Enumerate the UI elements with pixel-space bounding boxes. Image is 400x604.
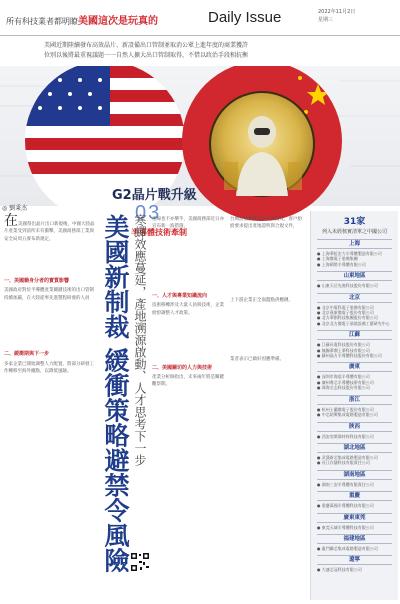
col4-para-2: 上下游企業正全面盤點供應鏈， (230, 298, 293, 304)
article-column-1 (4, 214, 98, 378)
region-name: 江蘇 (317, 330, 392, 340)
qr-code-icon[interactable] (130, 552, 150, 572)
region-name: 山東地區 (317, 271, 392, 281)
sidebar-title (311, 214, 398, 235)
region-name: 遼寧 (317, 555, 392, 565)
headline-sub: 寒蟬效應蔓延，產地溯源啟動、人才思考下一步 (133, 214, 147, 466)
col1-para-1: 美國祭出晶片出口新規後，中國大陸晶片產業受到前所未有衝擊，美國商務部工業與安全局周五發布新規定， (4, 222, 95, 242)
region-name: 廣東東莞 (317, 513, 392, 523)
dropcap: 在 (4, 213, 18, 229)
region-group (311, 534, 398, 551)
col3-para-2: 技術移轉涉及大量人員與技術，企業紛紛調整人才政策。 (152, 303, 224, 316)
company-item: ● 上海積塔半導體有限公司 (317, 261, 366, 267)
col1-subhead-1: 一、美國籍身分者的實質影響 (4, 277, 70, 284)
region-name: 上海 (317, 239, 392, 249)
region-name: 重慶 (317, 491, 392, 501)
region-group (311, 271, 398, 288)
byline: ◎ 劉秉杰 (2, 205, 28, 212)
tagline-prefix: 所有科技業者都明瞭 (6, 17, 78, 26)
region-group (311, 395, 398, 418)
region-name: 廣東 (317, 362, 392, 372)
region-name: 湖北地區 (317, 443, 392, 453)
region-name: 陝西 (317, 422, 392, 432)
region-group (311, 362, 398, 390)
region-group (311, 443, 398, 466)
company-item: ● 大連芯冠科技有限公司 (317, 567, 362, 573)
tagline (6, 12, 158, 27)
hero-number: 03 (135, 202, 162, 224)
region-name: 北京 (317, 293, 392, 303)
company-item: ● 珠海全志科技股份有限公司 (317, 385, 370, 391)
region-group (311, 491, 398, 508)
masthead (0, 0, 400, 36)
lead-line-1: 美國近期陸續發布高效晶片、新設備出口管制並取消公眾上進年度的商業獲許 (44, 42, 249, 49)
region-name: 湖南地區 (317, 470, 392, 480)
company-item: ● 山東天岳先進科技股份有限公司 (317, 283, 378, 289)
col1-para-3: 多家企業已開始調整人力配置，將部分研發工作轉移至海外據點，以降低風險。 (4, 361, 94, 375)
region-group (311, 239, 398, 267)
region-group (311, 470, 398, 487)
company-item: ● 北京中電科電子裝備有限公司 (317, 304, 374, 310)
col3-para-3: 產業分析師指出，未來兩年將是關鍵觀察期。 (152, 374, 224, 388)
company-item: ● 上海華虹宏力半導體製造有限公司 (317, 251, 382, 256)
company-item: ● 西安奕斯偉材料科技有限公司 (317, 433, 374, 439)
col1-para-2: 美國政府對於半導體產業關鍵技術的出口管制持續加嚴，在大陸從事先進製程研發的人員 (4, 288, 94, 301)
tagline-highlight: 美國這次是玩真的 (78, 16, 158, 27)
issue-date: 2022年11月2日 (318, 9, 356, 15)
company-list-sidebar (310, 211, 398, 600)
region-group (311, 293, 398, 327)
date-box (318, 8, 355, 24)
company-item: ● 廈門聯芯集成電路製造有限公司 (317, 545, 378, 551)
headline-main: 美國新制裁 緩衝策略避禁令風險 (101, 214, 130, 573)
company-item: ● 深圳市海思半導體有限公司 (317, 374, 370, 380)
company-item: ● 無錫華潤上華科技有限公司 (317, 347, 370, 353)
company-item: ● 杭州士蘭微電子股份有限公司 (317, 406, 374, 412)
lead-line-2: 位別以後將最重視議題一一自然人擴大出口管制取得，不惜以政治手段相抗衡 (44, 52, 249, 59)
region-name: 福建地區 (317, 534, 392, 544)
company-item: ● 東莞天域半導體科技有限公司 (317, 524, 374, 530)
company-item: ● 蘇州晶方半導體科技股份有限公司 (317, 353, 382, 359)
col3-subhead-1: 一、人才與專業知識流向 (152, 292, 208, 299)
lead-paragraph (44, 41, 344, 61)
col3-subhead-2: 二、美國關切的人力與技術 (152, 364, 213, 371)
company-item: ● 湖南三安半導體有限責任公司 (317, 481, 374, 487)
issue-title: Daily Issue (208, 9, 282, 26)
article-column-3 (152, 216, 228, 389)
hero-subtitle: 半導體技術牽制 (116, 226, 202, 240)
region-group (311, 330, 398, 358)
region-group (311, 555, 398, 572)
hero-illustration (0, 66, 400, 206)
company-item: ● 重慶萬國半導體科技有限公司 (317, 503, 374, 509)
col4-para-1: 台灣設備供應商也受到波及，客戶紛紛要求提出產地證明與合規文件， (230, 217, 302, 230)
sidebar-count: 31家 (343, 217, 366, 227)
sidebar-label: 列入未經核實清單之中國公司 (321, 229, 387, 235)
region-name: 浙江 (317, 395, 392, 405)
col4-para-3: 業者表示已做好因應準備。 (230, 357, 284, 363)
region-group (311, 422, 398, 439)
company-item: ● 北京燕東微電子股份有限公司 (317, 310, 374, 316)
company-item: ● 武漢新芯集成電路製造有限公司 (317, 454, 378, 460)
article-column-4 (230, 216, 306, 364)
company-item: ● 北京北方微電子基地設備工藝研究中心 (317, 320, 390, 326)
company-item: ● 長江存儲科技有限責任公司 (317, 460, 370, 466)
company-item: ● 上海微電子裝備集團 (317, 256, 358, 262)
masthead-divider (0, 35, 400, 36)
col1-subhead-2: 二、緩衝期與下一步 (4, 351, 50, 358)
region-group (311, 513, 398, 530)
issue-weekday: 星期三 (318, 17, 334, 23)
col3-para-1: 產線也不亦樂乎，美國商務部近日亦宣布新一波措施， (152, 217, 224, 230)
company-item: ● 北方華創科技集團股份有限公司 (317, 315, 378, 321)
company-item: ● 中芯紹興集成電路製造有限公司 (317, 412, 378, 418)
region-list (311, 239, 398, 573)
company-item: ● 江蘇長電科技股份有限公司 (317, 342, 370, 348)
company-item: ● 廣州粵芯半導體技術有限公司 (317, 379, 374, 385)
hero-title: G2晶片戰升級 (112, 188, 197, 203)
